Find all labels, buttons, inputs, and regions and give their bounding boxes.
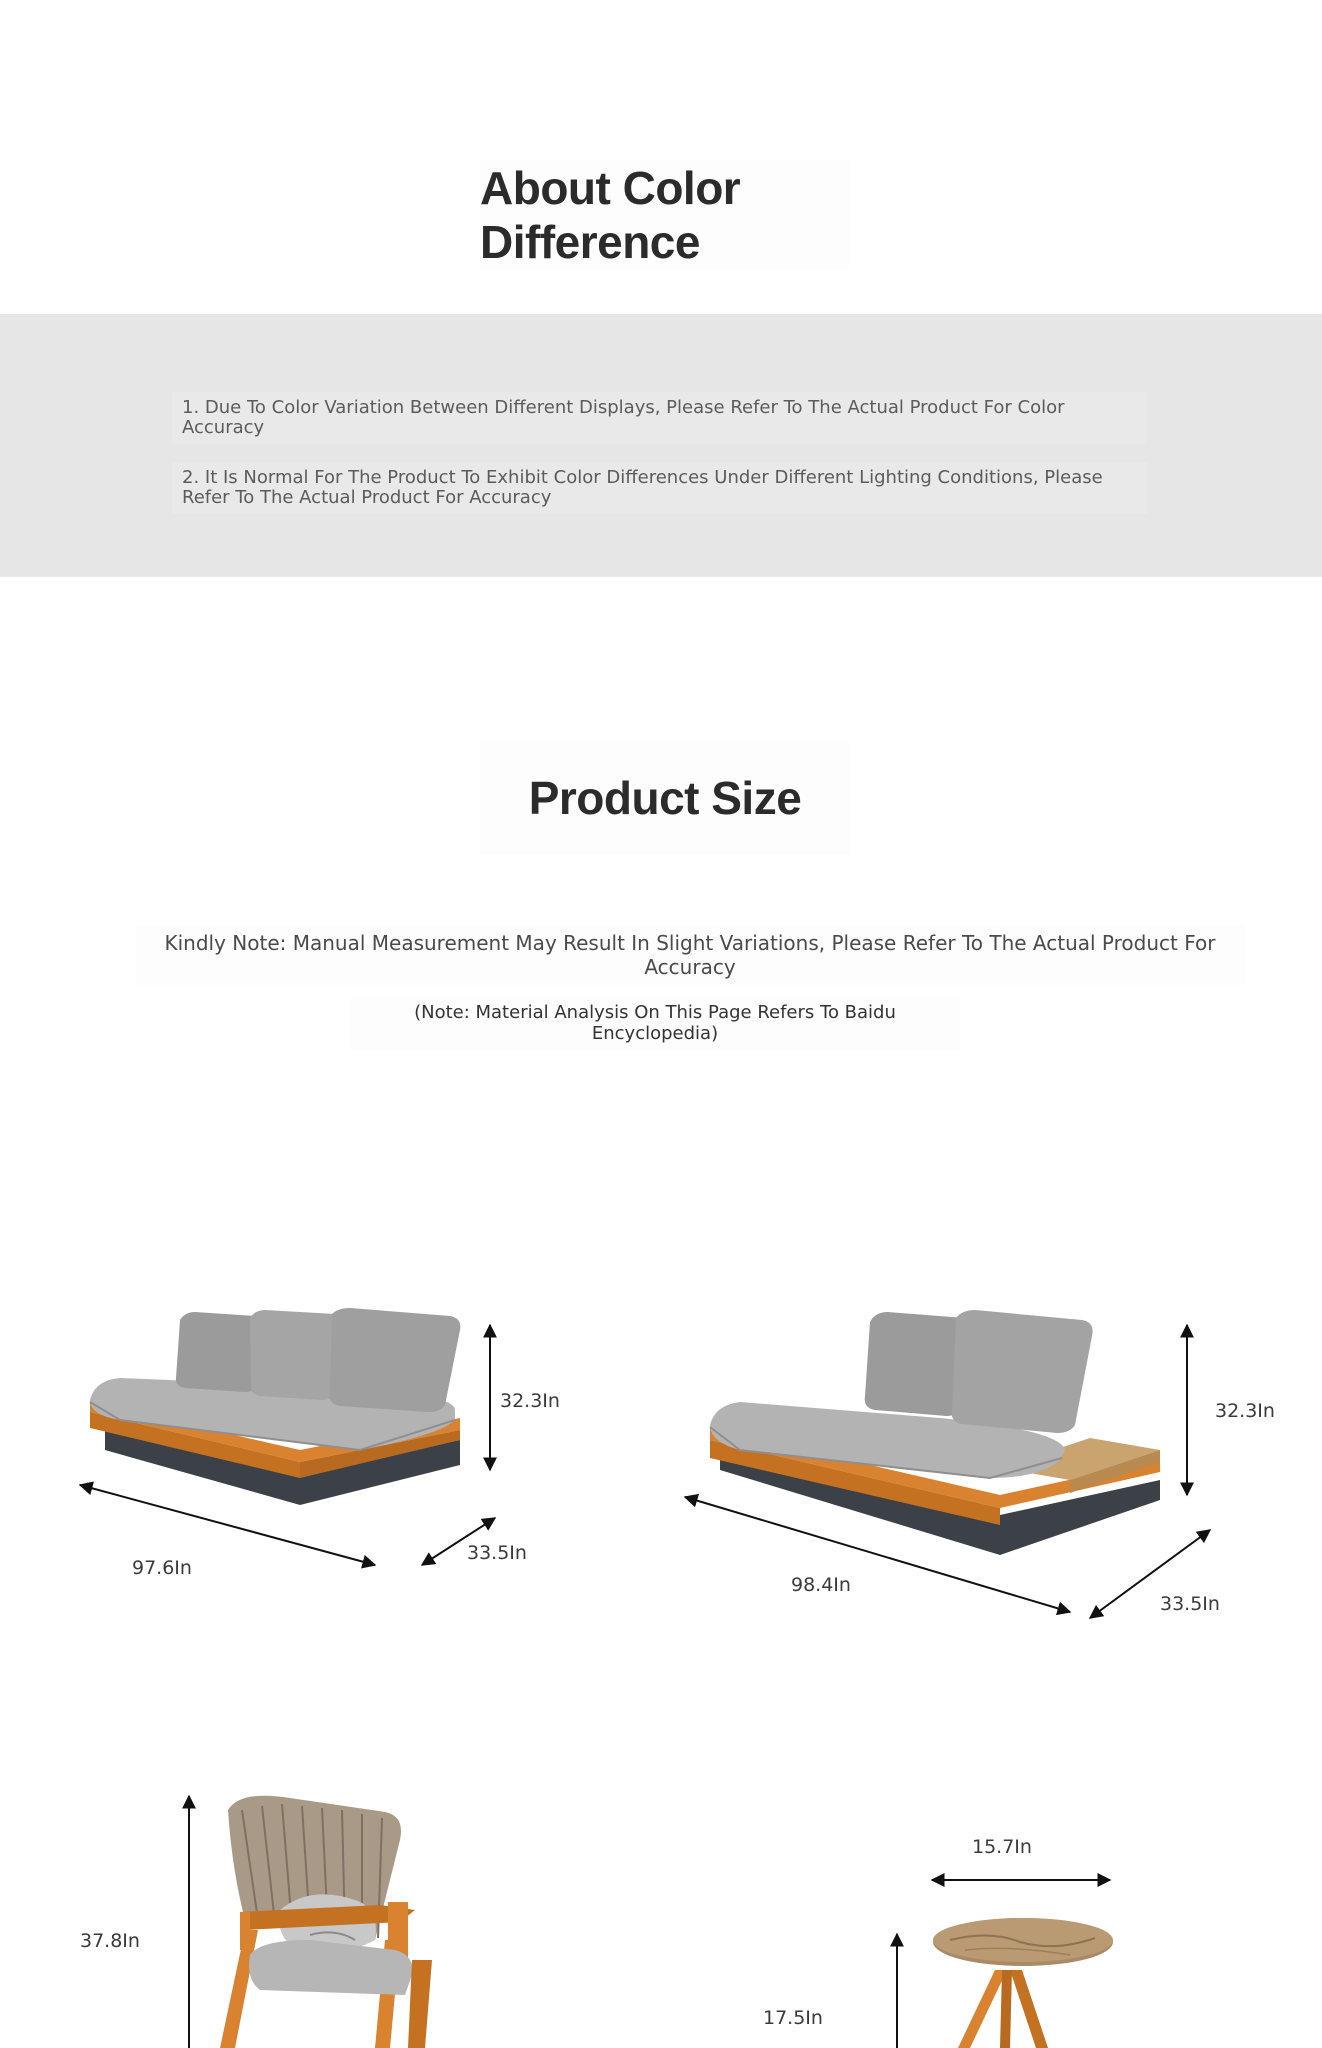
material-note: (Note: Material Analysis On This Page Refers To Baidu Encyclopedia) [350, 996, 960, 1050]
sofa-height-label: 32.3In [500, 1390, 560, 1412]
color-notes-band [0, 314, 1322, 577]
sofa-image [60, 1300, 520, 1590]
side-table-image [870, 1860, 1130, 2048]
color-note-1: 1. Due To Color Variation Between Different Displays, Please Refer To The Actual Product For Color Accuracy [172, 392, 1147, 444]
sofa-width-label: 97.6In [132, 1557, 192, 1579]
product-size-title-box [480, 740, 850, 855]
chaise-height-label: 32.3In [1215, 1400, 1275, 1422]
chaise-width-label: 98.4In [791, 1574, 851, 1596]
product-size-title: Product Size [528, 771, 802, 824]
sofa-depth-label: 33.5In [467, 1542, 527, 1564]
chaise-sofa-image [670, 1300, 1230, 1630]
table-diameter-label: 15.7In [972, 1836, 1032, 1858]
armchair-image [150, 1790, 570, 2048]
color-note-2: 2. It Is Normal For The Product To Exhibit Color Differences Under Different Lighting Conditions, Please Refer To The Actual Product For Accuracy [172, 462, 1147, 514]
chair-height-label: 37.8In [80, 1930, 140, 1952]
chaise-depth-label: 33.5In [1160, 1593, 1220, 1615]
kindly-note: Kindly Note: Manual Measurement May Result In Slight Variations, Please Refer To The Actual Product For Accuracy [135, 925, 1245, 985]
table-height-label: 17.5In [763, 2007, 823, 2029]
color-difference-title-box [480, 160, 850, 270]
color-difference-title: About Color Difference [480, 162, 741, 268]
